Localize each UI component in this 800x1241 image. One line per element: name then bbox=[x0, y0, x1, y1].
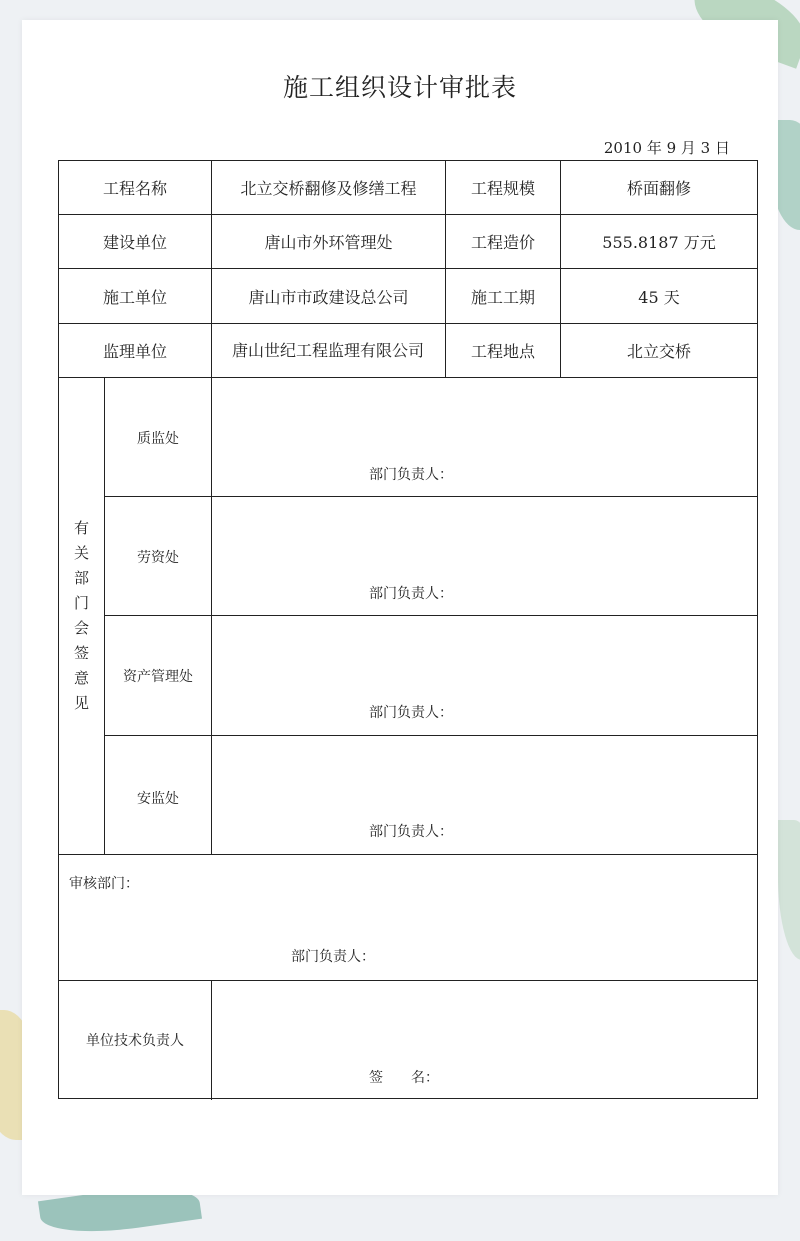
label-project-name: 工程名称 bbox=[102, 179, 167, 198]
label-duration: 施工工期 bbox=[470, 287, 535, 307]
value-project-scale: 桥面翻修 bbox=[626, 179, 691, 198]
document-date: 2010 年 9 月 3 日 bbox=[603, 139, 730, 157]
label-project-scale: 工程规模 bbox=[470, 179, 535, 198]
tech-lead-label: 单位技术负责人 bbox=[86, 1033, 184, 1049]
value-project-name: 北立交桥翻修及修缮工程 bbox=[240, 179, 417, 198]
review-dept-label: 审核部门： bbox=[69, 876, 139, 892]
value-construction-unit: 唐山市外环管理处 bbox=[264, 233, 393, 252]
dept-name-assets: 资产管理处 bbox=[123, 669, 193, 685]
approval-form-table bbox=[58, 160, 758, 1099]
review-signer: 部门负责人： bbox=[291, 949, 375, 965]
decor-leaf-right-lower bbox=[778, 820, 800, 960]
dept-signer-quality: 部门负责人： bbox=[369, 467, 453, 483]
dept-name-labor: 劳资处 bbox=[137, 550, 179, 566]
dept-signer-labor: 部门负责人： bbox=[369, 586, 453, 602]
document-title: 施工组织设计审批表 bbox=[282, 73, 517, 102]
value-location: 北立交桥 bbox=[626, 342, 691, 361]
label-location: 工程地点 bbox=[470, 342, 535, 361]
dept-signer-safety: 部门负责人： bbox=[369, 824, 453, 840]
label-construction-unit: 建设单位 bbox=[102, 233, 167, 252]
dept-signer-assets: 部门负责人： bbox=[369, 705, 453, 721]
dept-section-label: 有关部门会签意见 bbox=[73, 519, 89, 712]
label-contractor: 施工单位 bbox=[102, 287, 167, 307]
value-supervisor: 唐山世纪工程监理有限公司 bbox=[231, 340, 424, 360]
label-project-cost: 工程造价 bbox=[470, 233, 535, 252]
dept-name-safety: 安监处 bbox=[137, 791, 179, 807]
label-supervisor: 监理单位 bbox=[102, 342, 167, 361]
tech-lead-sign: 签 名： bbox=[369, 1070, 439, 1086]
dept-name-quality: 质监处 bbox=[137, 431, 179, 447]
value-project-cost: 555.8187 万元 bbox=[602, 233, 716, 252]
value-duration: 45 天 bbox=[638, 287, 680, 307]
value-contractor: 唐山市市政建设总公司 bbox=[248, 287, 409, 307]
